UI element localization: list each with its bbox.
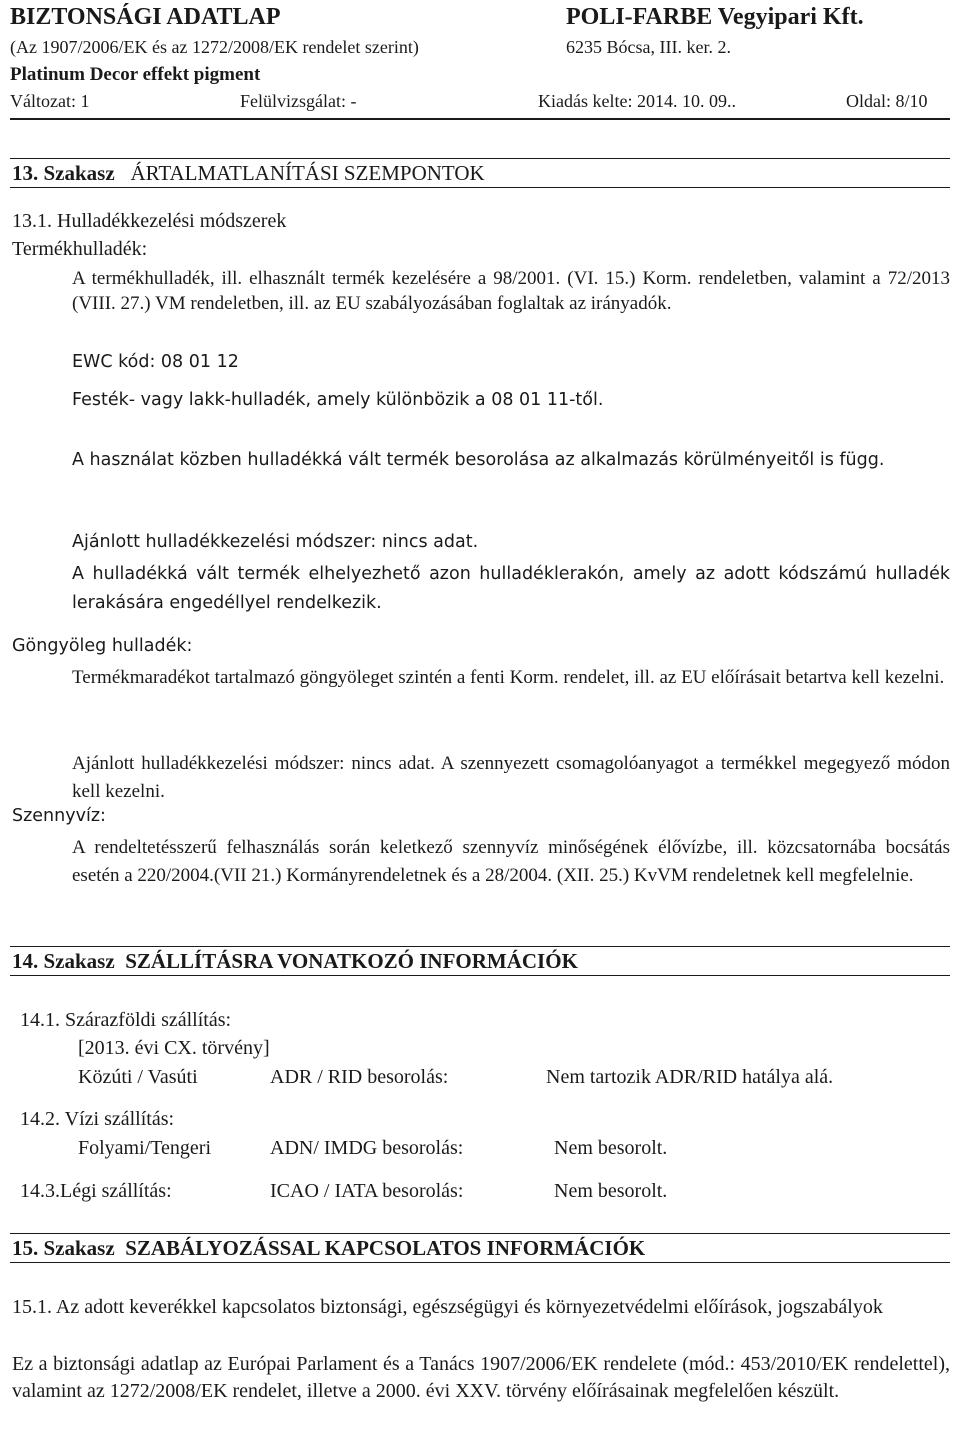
header-divider [10, 118, 950, 120]
section-13-title: ÁRTALMATLANÍTÁSI SZEMPONTOK [130, 161, 485, 185]
packaging-waste-label: Göngyöleg hulladék: [12, 636, 193, 656]
company-name: POLI-FARBE Vegyipari Kft. [566, 4, 864, 30]
land-transport-mode: Közúti / Vasúti [78, 1066, 198, 1088]
air-transport-label: 14.3.Légi szállítás: [20, 1180, 172, 1202]
air-transport-class: ICAO / IATA besorolás: [270, 1180, 464, 1202]
subsection-15-1: 15.1. Az adott keverékkel kapcsolatos biztonsági, egészségügyi és környezetvédelmi előírások, jogszabályok [12, 1296, 883, 1318]
land-transport-class: ADR / RID besorolás: [270, 1066, 449, 1088]
section-15-heading [10, 1233, 950, 1263]
section-14-number: 14. Szakasz [12, 949, 115, 973]
water-transport-class: ADN/ IMDG besorolás: [270, 1137, 464, 1159]
issue-date: Kiadás kelte: 2014. 10. 09.. [538, 91, 736, 111]
section-13-heading [10, 158, 950, 188]
version-label: Változat: 1 [10, 91, 90, 111]
disposal-text: A hulladékká vált termék elhelyezhető azon hulladéklerakón, amely az adott kódszámú hulladék lerakására engedéllyel rendelkezik. [72, 564, 950, 613]
land-transport-value: Nem tartozik ADR/RID hatálya alá. [546, 1066, 834, 1088]
wastewater-label: Szennyvíz: [12, 806, 106, 826]
wastewater-text: A rendeltetésszerű felhasználás során keletkező szennyvíz minőségének élővízbe, ill. közcsatornába bocsátás esetén a 220/2004.(VII 21.) Kormányrendeletnek és a 28/2004. (XII. 25.) KvVM rendeletnek kell megfelelnie. [72, 837, 950, 886]
section-15-number: 15. Szakasz [12, 1236, 115, 1260]
section-14-heading [10, 946, 950, 976]
packaging-waste-text-2: Ajánlott hulladékkezelési módszer: nincs adat. A szennyezett csomagolóanyagot a termékkel megegyező módon kell kezelni. [72, 753, 950, 802]
product-waste-label: Termékhulladék: [12, 238, 148, 260]
product-waste-text: A termékhulladék, ill. elhasznált termék kezelésére a 98/2001. (VI. 15.) Korm. rendeletben, valamint a 72/2013 (VIII. 27.) VM rendeletben, ill. az EU szabályozásában foglaltak az irányadók. [72, 268, 950, 314]
ewc-code: EWC kód: 08 01 12 [72, 352, 239, 372]
product-name: Platinum Decor effekt pigment [10, 64, 261, 85]
section-14-title: SZÁLLÍTÁSRA VONATKOZÓ INFORMÁCIÓK [125, 949, 578, 973]
recommended-method-1: Ajánlott hulladékkezelési módszer: nincs adat. [72, 532, 479, 552]
page-number: Oldal: 8/10 [846, 91, 928, 111]
review-label: Felülvizsgálat: - [240, 91, 357, 111]
section-15-title: SZABÁLYOZÁSSAL KAPCSOLATOS INFORMÁCIÓK [125, 1236, 646, 1260]
packaging-waste-text: Termékmaradékot tartalmazó göngyöleget szintén a fenti Korm. rendelet, ill. az EU előírásait betartva kell kezelni. [72, 667, 945, 688]
water-transport-value: Nem besorolt. [554, 1137, 668, 1159]
regulatory-statement: Ez a biztonsági adatlap az Európai Parlament és a Tanács 1907/2006/EK rendelete (mód.: 453/2010/EK rendelettel), valamint az 1272/2008/EK rendelet, illetve a 2000. évi XXV. törvény előírásainak megfelelően készült. [12, 1353, 950, 1402]
air-transport-value: Nem besorolt. [554, 1180, 668, 1202]
document-title: BIZTONSÁGI ADATLAP [10, 4, 281, 30]
section-13-number: 13. Szakasz [12, 161, 115, 185]
water-transport-label: 14.2. Vízi szállítás: [20, 1108, 175, 1130]
regulation-note: (Az 1907/2006/EK és az 1272/2008/EK rendelet szerint) [10, 37, 419, 57]
land-transport-law: [2013. évi CX. törvény] [78, 1037, 270, 1059]
subsection-13-1: 13.1. Hulladékkezelési módszerek [12, 210, 287, 232]
usage-note: A használat közben hulladékká vált termék besorolása az alkalmazás körülményeitől is függ. [72, 450, 885, 470]
land-transport-label: 14.1. Szárazföldi szállítás: [20, 1009, 232, 1031]
ewc-description: Festék- vagy lakk-hulladék, amely különbözik a 08 01 11-től. [72, 390, 604, 410]
water-transport-mode: Folyami/Tengeri [78, 1137, 212, 1159]
company-address: 6235 Bócsa, III. ker. 2. [566, 37, 731, 57]
